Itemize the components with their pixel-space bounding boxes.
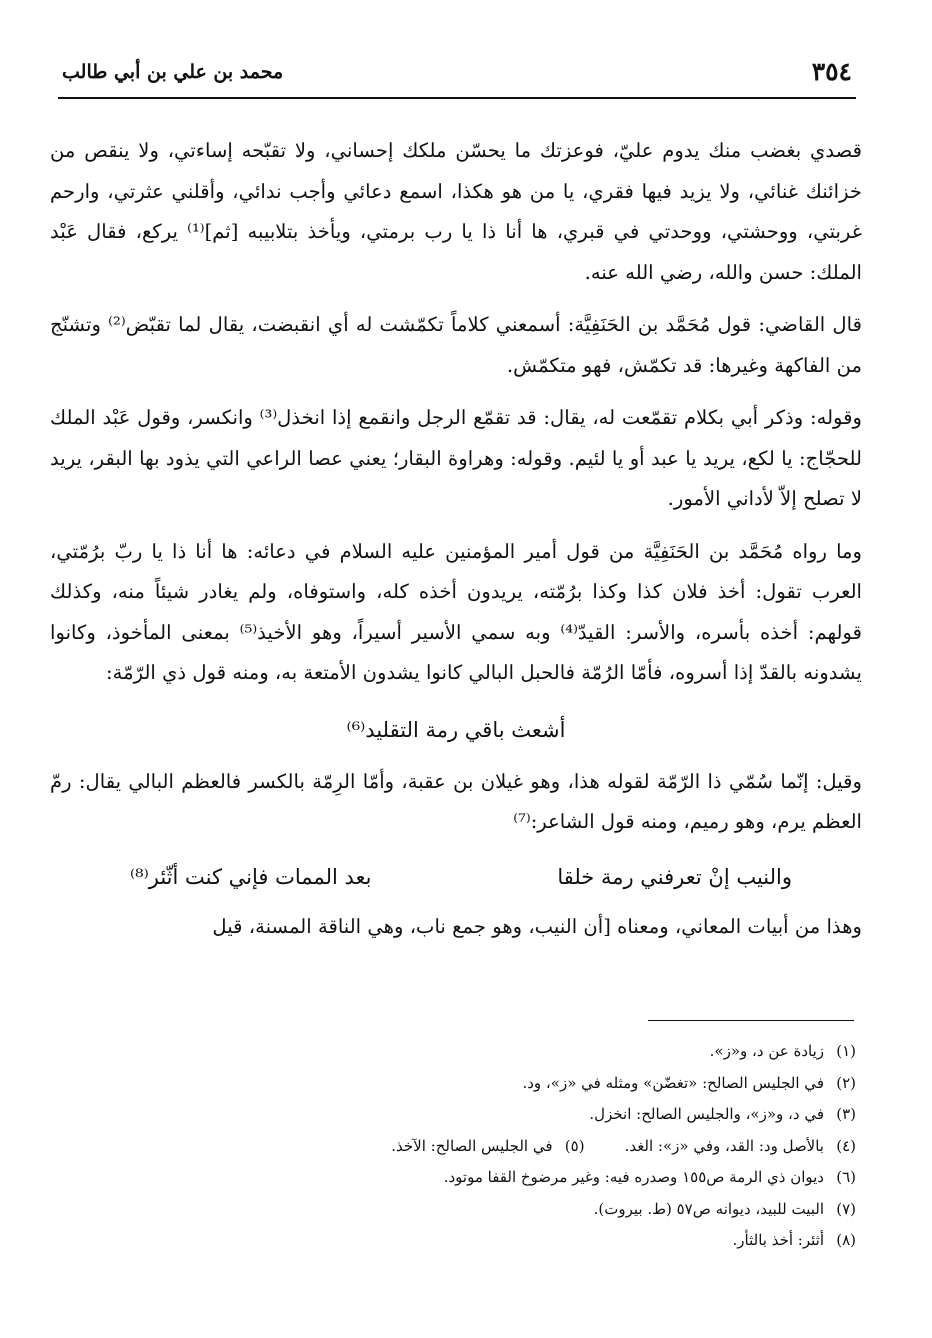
verse-first-hemistich: والنيب إنْ تعرفني رمة خلقا — [557, 864, 792, 889]
footnote-number: (٦) — [836, 1168, 856, 1186]
footnote-number: (٢) — [836, 1073, 856, 1092]
verse-second-hemistich: بعد الممات فإني كنت أثّئر⁽⁸⁾ — [130, 864, 372, 889]
verse-couplet — [130, 855, 792, 899]
footnote — [100, 1194, 856, 1226]
paragraph-1: قصدي بغضب منك يدوم عليّ، فوعزتك ما يحسّن ملكك إحساني، ولا تقبّحه إساءتي، ولا ينقص من خزائنك غنائي، ولا يزيد فيها فقري، يا من هو هكذا، اسمع دعائي وأجب ندائي، وأقلني عثرتي، وارحم غربتي، ووحشتي، ووحدتي في قبري، ها أنا ذا يا رب برمتي، ويأخذ بتلابيبه [ثم]⁽¹⁾ يركع، فقال عَبْد الملك: حسن والله، رضي الله عنه. — [50, 139, 862, 284]
running-title: محمد بن علي بن أبي طالب — [62, 61, 284, 83]
footnote-text: زيادة عن د، و«ز». — [709, 1042, 824, 1060]
footnote — [100, 1162, 856, 1194]
page-header — [58, 55, 856, 99]
footnotes — [100, 1036, 856, 1257]
footnote — [100, 1131, 856, 1163]
header-rule — [58, 97, 856, 99]
footnote-number: (٧) — [836, 1199, 856, 1218]
verse-line: أشعث باقي رمة التقليد⁽⁶⁾ — [346, 717, 566, 742]
footnote-text: أثئر: أخذ بالثأر. — [732, 1231, 824, 1249]
footnote — [100, 1225, 856, 1257]
footnote-number: (٤) — [836, 1136, 856, 1155]
footnote-text: في الجليس الصالح: «تغضّن» ومثله في «ز»، ود. — [522, 1073, 824, 1092]
page-number: ٣٥٤ — [811, 57, 852, 86]
footnote-text: البيت للبيد، ديوانه ص٥٧ (ط. بيروت). — [593, 1199, 824, 1218]
paragraph-5: وقيل: إنّما سُمّي ذا الرّمّة لقوله هذا، وهو غيلان بن عقبة، وأمّا الرِمّة بالكسر فالعظم البالي يقال: رمّ العظم يرم، وهو رميم، ومنه قول الشاعر:⁽⁷⁾ — [50, 769, 862, 833]
footnote — [100, 1068, 856, 1100]
footnote-text: في د، و«ز»، والجليس الصالح: انخزل. — [589, 1105, 824, 1123]
footnote-number: (٨) — [836, 1231, 856, 1249]
main-text — [50, 131, 862, 947]
footnote-number: (٣) — [836, 1105, 856, 1123]
footnote — [100, 1099, 856, 1131]
footnote — [100, 1036, 856, 1068]
paragraph-2: قال القاضي: قول مُحَمَّد بن الحَنَفِيَّة: أسمعني كلاماً تكمّشت له أي انقبضت، يقال لما تقبّض⁽²⁾ وتشنّج من الفاكهة وغيرها: قد تكمّش، فهو متكمّش. — [50, 313, 863, 377]
paragraph-3: وقوله: وذكر أبي بكلام تقمّعت له، يقال: قد تقمّع الرجل وانقمع إذا انخذل⁽³⁾ وانكسر، وقول عَبْد الملك للحجّاج: يا لكع، يريد يا عبد أو يا لئيم. وقوله: وهراوة البقار؛ يعني عصا الراعي التي يذود بها البقر، يريد لا تصلح إلاّ لأداني الأمور. — [50, 406, 862, 510]
paragraph-6: وهذا من أبيات المعاني، ومعناه [أن النيب، وهو جمع ناب، وهي الناقة المسنة، قيل — [212, 914, 862, 938]
footnote-spacer — [585, 1131, 625, 1163]
footnote-number: (٥) — [564, 1136, 585, 1155]
footnote-text: ديوان ذي الرمة ص١٥٥ وصدره فيه: وغير مرضوخ القفا موتود. — [443, 1168, 824, 1186]
paragraph-4: وما رواه مُحَمَّد بن الحَنَفِيَّة من قول أمير المؤمنين عليه السلام في دعائه: ها أنا ذا يا ربّ برُمّتي، العرب تقول: أخذ فلان كذا وكذا برُمّته، يريدون أخذه كله، واستوفاه، ولم يغادر شيئاً منه، وكذلك قولهم: أخذه بأسره، والأسر: القيدّ⁽⁴⁾ وبه سمي الأسير أسيراً، وهو الأخيذ⁽⁵⁾ بمعنى المأخوذ، وكانوا يشدونه بالقدّ إذا أسروه، فأمّا الرُمّة فالحبل البالي كانوا يشدون الأمتعة به، ومنه قول ذي الرّمّة: — [50, 539, 863, 684]
footnote-separator — [648, 1020, 854, 1021]
footnote-text: في الجليس الصالح: الآخذ. — [391, 1136, 553, 1155]
footnote-text: بالأصل ود: القد، وفي «ز»: الغد. — [624, 1136, 824, 1155]
footnote-number: (١) — [836, 1042, 856, 1060]
